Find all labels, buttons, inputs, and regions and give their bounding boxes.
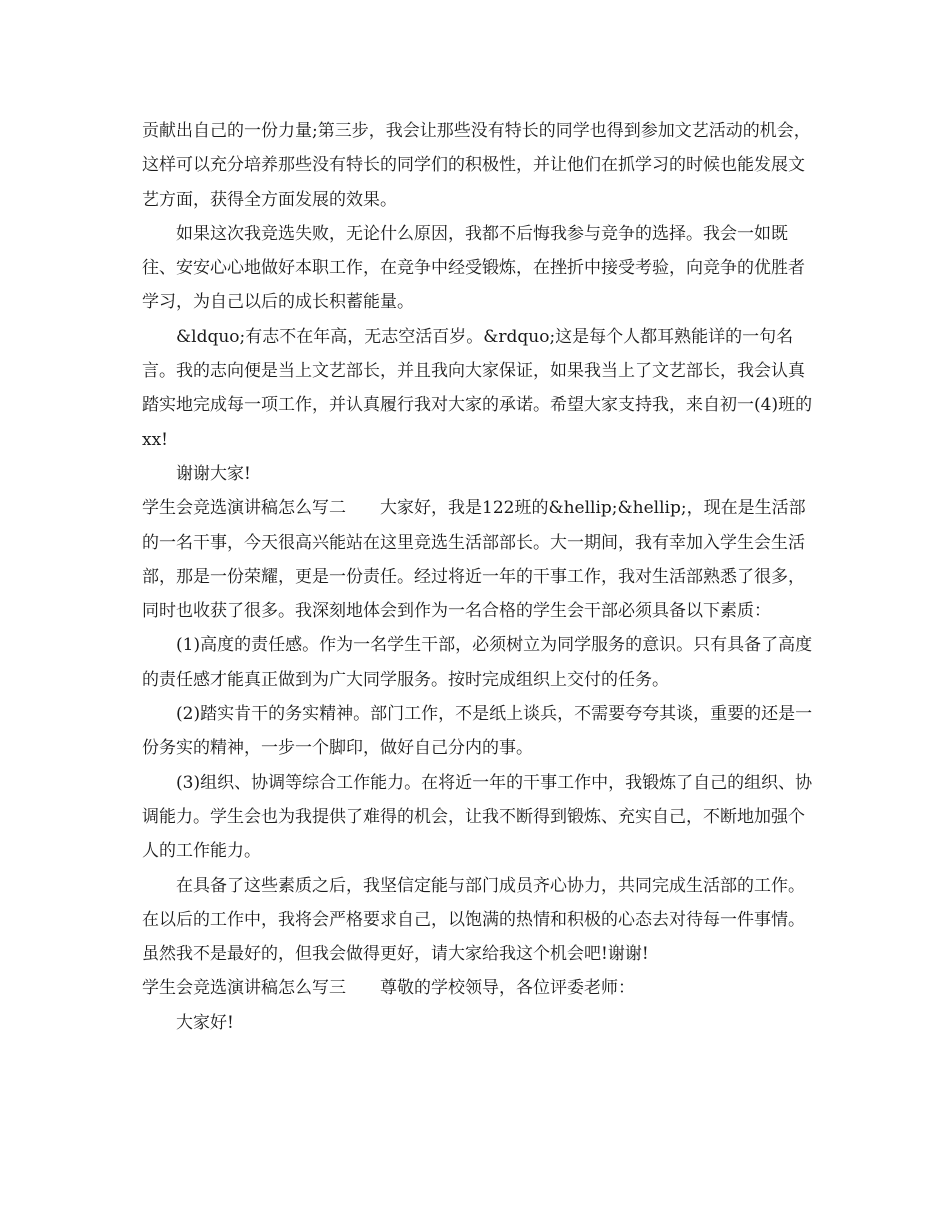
paragraph: 谢谢大家! <box>176 463 251 484</box>
paragraph: 如果这次我竞选失败，无论什么原因，我都不后悔我参与竞争的选择。我会一如既往、安安心心地做好本职工作，在竞争中经受锻炼，在挫折中接受考验，向竞争的优胜者学习，为自己以后的成长积蓄能量。 <box>142 223 805 313</box>
paragraph: (3)组织、协调等综合工作能力。在将近一年的干事工作中，我锻炼了自己的组织、协调能力。学生会也为我提供了难得的机会，让我不断得到锻炼、充实自己，不断地加强个人的工作能力。 <box>142 772 813 862</box>
paragraph: (1)高度的责任感。作为一名学生干部，必须树立为同学服务的意识。只有具备了高度的责任感才能真正做到为广大同学服务。按时完成组织上交付的任务。 <box>142 635 813 690</box>
section-heading-paragraph: 学生会竞选演讲稿怎么写二 大家好，我是122班的&hellip;&hellip;，现在是生活部的一名干事，今天很高兴能站在这里竞选生活部部长。大一期间，我有幸加入学生会生活部，那是一份荣耀，更是一份责任。经过将近一年的干事工作，我对生活部熟悉了很多，同时也收获了很多。我深刻地体会到作为一名合格的学生会干部必须具备以下素质： <box>142 498 806 622</box>
document-body <box>142 114 818 1040</box>
section-heading-paragraph: 学生会竞选演讲稿怎么写三 尊敬的学校领导，各位评委老师： <box>142 978 635 999</box>
paragraph: &ldquo;有志不在年高，无志空活百岁。&rdquo;这是每个人都耳熟能详的一句名言。我的志向便是当上文艺部长，并且我向大家保证，如果我当上了文艺部长，我会认真踏实地完成每一项工作，并认真履行我对大家的承诺。希望大家支持我，来自初一(4)班的xx! <box>142 326 813 450</box>
paragraph: (2)踏实肯干的务实精神。部门工作，不是纸上谈兵，不需要夸夸其谈，重要的还是一份务实的精神，一步一个脚印，做好自己分内的事。 <box>142 704 813 759</box>
paragraph: 大家好! <box>176 1012 234 1033</box>
paragraph: 在具备了这些素质之后，我坚信定能与部门成员齐心协力，共同完成生活部的工作。在以后的工作中，我将会严格要求自己，以饱满的热情和积极的心态去对待每一件事情。虽然我不是最好的，但我会做得更好，请大家给我这个机会吧!谢谢! <box>142 875 805 965</box>
paragraph: 贡献出自己的一份力量;第三步，我会让那些没有特长的同学也得到参加文艺活动的机会，这样可以充分培养那些没有特长的同学们的积极性，并让他们在抓学习的时候也能发展文艺方面，获得全方面发展的效果。 <box>142 121 811 210</box>
